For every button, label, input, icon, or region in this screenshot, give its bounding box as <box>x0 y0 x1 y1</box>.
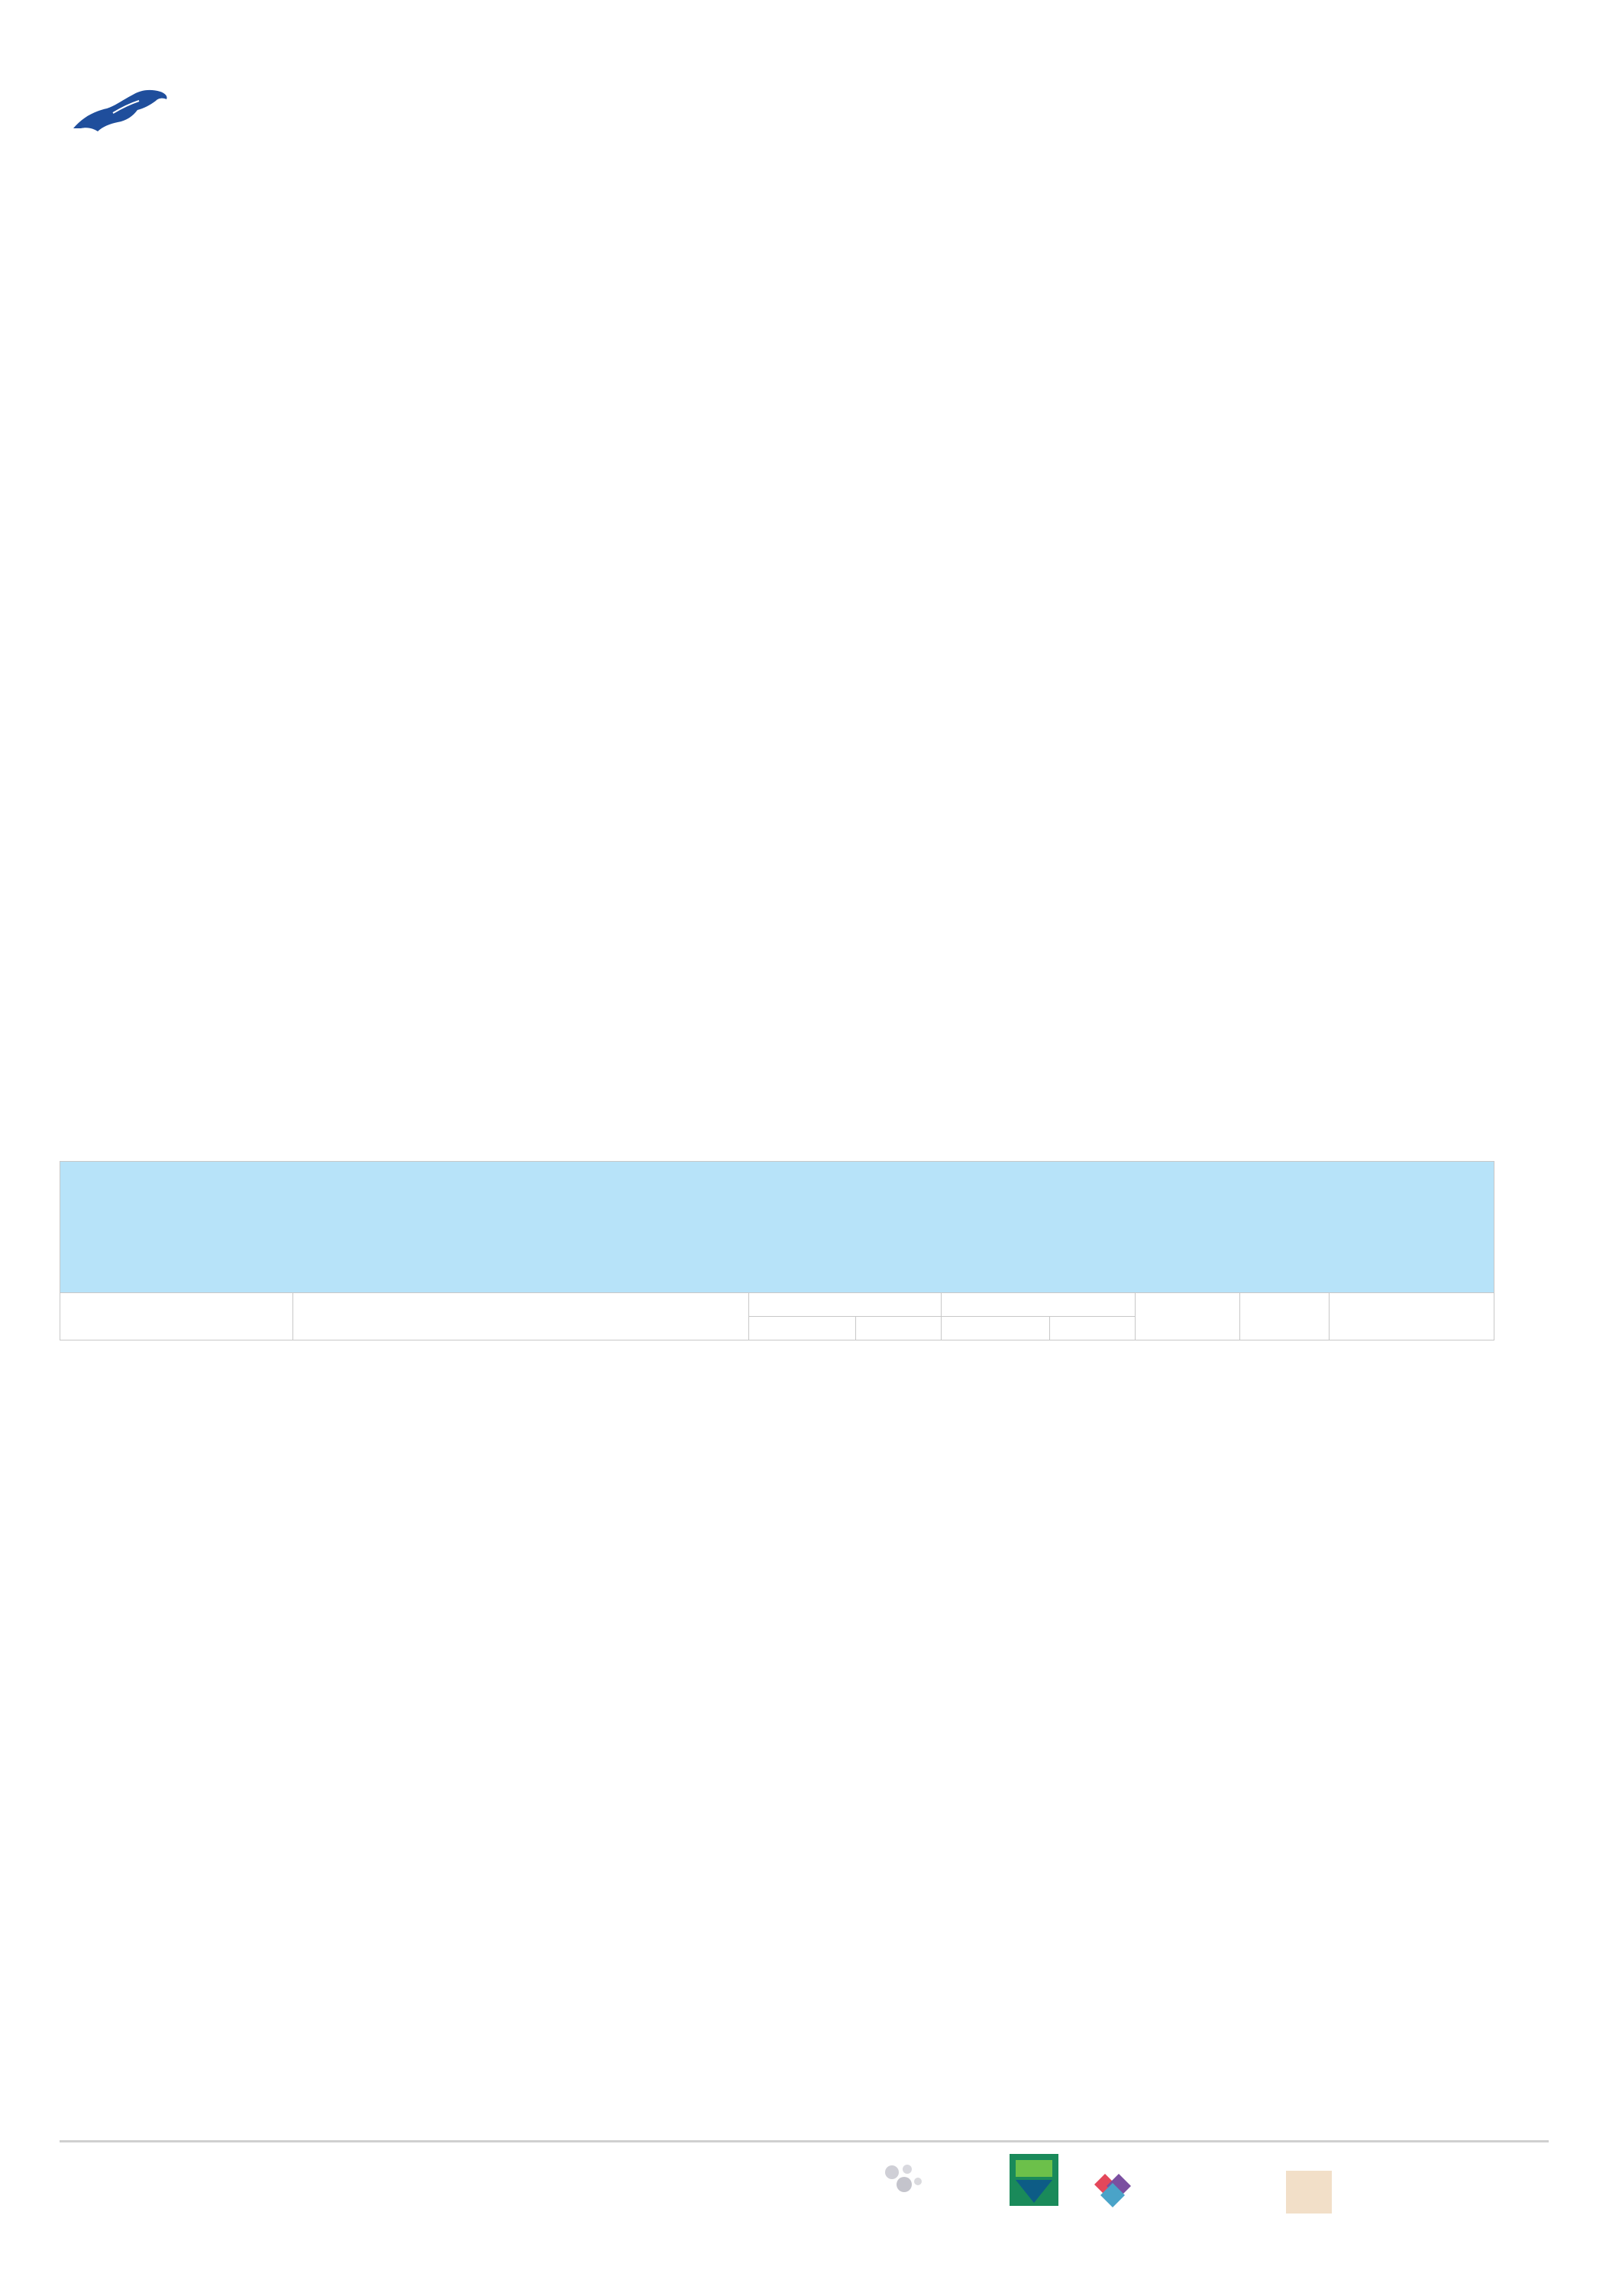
header-f2f-1 <box>749 1317 856 1340</box>
amba-logo <box>1088 2169 1241 2230</box>
spring-semester-banner <box>60 1162 1494 1293</box>
equis-logo <box>878 2162 985 2230</box>
header-module-title <box>293 1293 749 1340</box>
footer-divider <box>60 2140 1549 2142</box>
header-sem1 <box>749 1293 942 1317</box>
header-online-2 <box>1050 1317 1136 1340</box>
school-logo <box>67 78 235 170</box>
header-credits <box>1240 1293 1330 1340</box>
equis-dots-icon <box>881 2162 927 2195</box>
aacsb-shield-icon <box>1010 2154 1058 2206</box>
panther-icon <box>67 78 174 139</box>
header-module-code <box>60 1293 293 1340</box>
modules-table-spring <box>60 1161 1494 1340</box>
ft-badge <box>1286 2171 1332 2214</box>
header-f2f-2 <box>942 1317 1050 1340</box>
header-sem2 <box>942 1293 1136 1317</box>
ft-ranking-logo <box>1286 2168 1507 2229</box>
header-total <box>1136 1293 1240 1340</box>
header-plo <box>1330 1293 1494 1340</box>
table-header-row <box>60 1293 1494 1317</box>
amba-diamond-icon <box>1088 2169 1137 2215</box>
aacsb-logo <box>1010 2154 1063 2230</box>
header-online-1 <box>856 1317 942 1340</box>
